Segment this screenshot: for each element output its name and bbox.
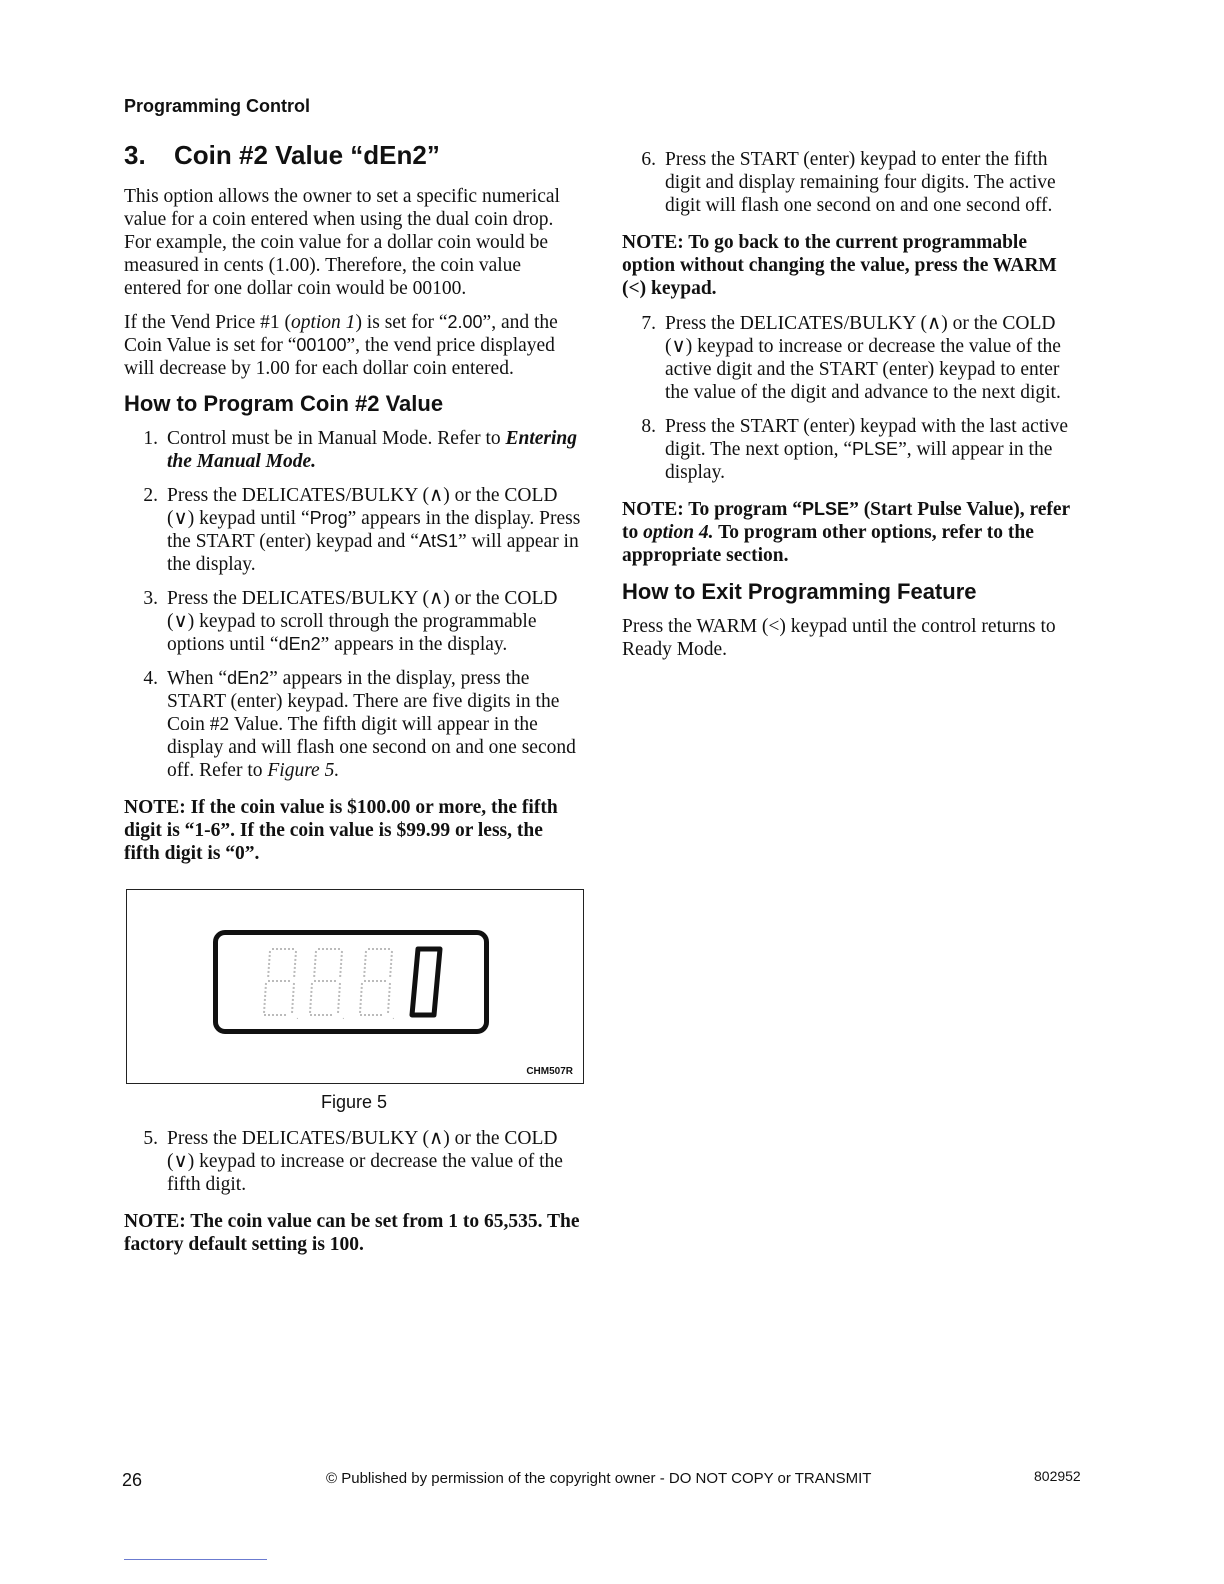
footer-underline xyxy=(124,1559,267,1560)
seven-segment-digits xyxy=(218,935,484,1029)
note-text: ” (Start Pulse Value), refer to xyxy=(622,499,1070,543)
step-text: ” appears in the display. xyxy=(320,634,508,655)
intro-paragraph: This option allows the owner to set a specific numerical value for a coin entered when using the dual coin drop. For example, the coin value for a dollar coin would be measured in cents (1.00). Therefore, the coin value entered for one dollar coin would be 00100. xyxy=(124,186,560,299)
active-digit-0 xyxy=(412,949,440,1015)
subheading-program: How to Program Coin #2 Value xyxy=(124,391,444,416)
note-plse xyxy=(622,498,1082,567)
step-list-right xyxy=(622,148,1082,217)
display-code: AtS1 xyxy=(418,531,458,551)
step-item xyxy=(622,148,1082,217)
display-code: dEn2 xyxy=(278,634,321,654)
display-code: PLSE xyxy=(852,439,899,459)
step-item xyxy=(124,427,582,473)
step-number: 5. xyxy=(143,1128,158,1149)
section-label: Programming Control xyxy=(124,96,311,116)
display-value: 2.00 xyxy=(447,312,483,332)
note-go-back: NOTE: To go back to the current programmable option without changing the value, press the WARM (<) keypad. xyxy=(622,232,1057,299)
step-text: Press the DELICATES/BULKY (∧) or the COLD (∨) keypad to increase or decrease the value of the fifth digit. xyxy=(167,1128,563,1195)
document-number: 802952 xyxy=(1034,1468,1081,1484)
right-column xyxy=(622,148,1082,672)
ghost-digit-2 xyxy=(310,949,342,1015)
note-text: NOTE: To program “ xyxy=(622,499,803,520)
display-code: dEn2 xyxy=(227,668,270,688)
step-number: 6. xyxy=(641,149,656,170)
step-text: Press the START (enter) keypad to enter the fifth digit and display remaining four digits. The active digit will flash one second on and one second off. xyxy=(665,149,1056,216)
step-number: 2. xyxy=(143,485,158,506)
note-text: To program other options, refer to the appropriate section. xyxy=(622,522,1034,566)
step-text: ” will appear in the display. xyxy=(167,531,579,575)
step-item xyxy=(622,415,1082,484)
left-column xyxy=(124,140,582,1268)
step-number: 7. xyxy=(641,313,656,334)
copyright-notice: © Published by permission of the copyright owner - DO NOT COPY or TRANSMIT xyxy=(326,1470,872,1487)
note-coin-value: NOTE: If the coin value is $100.00 or more, the fifth digit is “1-6”. If the coin value is $99.99 or less, the fifth digit is “0”. xyxy=(124,797,558,864)
lcd-display xyxy=(213,930,489,1034)
step-item xyxy=(124,1127,582,1196)
figure-ref: Figure 5. xyxy=(267,760,340,781)
step-text: Press the DELICATES/BULKY (∧) or the COLD (∨) keypad to increase or decrease the value of the active digit and the START (enter) keypad to enter the value of the digit and advance to the next digit. xyxy=(665,313,1061,403)
step-text: ” appears in the display, press the START (enter) keypad. There are five digits in the Coin #2 Value. The fifth digit will appear in the display and will flash one second on and one second off. Refer to xyxy=(167,668,576,781)
exit-paragraph: Press the WARM (<) keypad until the control returns to Ready Mode. xyxy=(622,616,1056,660)
step-list xyxy=(124,427,582,782)
page-number: 26 xyxy=(122,1470,143,1490)
display-code: Prog xyxy=(309,508,348,528)
figure-5 xyxy=(126,889,584,1084)
step-text: ”, will appear in the display. xyxy=(665,439,1053,483)
heading-text: Coin #2 Value “dEn2” xyxy=(174,140,440,170)
step-number: 1. xyxy=(143,428,158,449)
figure-code: CHM507R xyxy=(526,1066,573,1077)
step-text: Control must be in Manual Mode. Refer to xyxy=(167,428,506,449)
step-text: ” appears in the display. Press the START (enter) keypad and “ xyxy=(167,508,581,552)
step-text: Press the DELICATES/BULKY (∧) or the COLD (∨) keypad to scroll through the programmable options until “ xyxy=(167,588,558,655)
ghost-digit-3 xyxy=(360,949,392,1015)
section-heading xyxy=(124,140,582,171)
example-paragraph xyxy=(124,311,582,380)
display-value: 00100 xyxy=(296,335,347,355)
step-text: When “ xyxy=(167,668,228,689)
step-text: Press the DELICATES/BULKY (∧) or the COLD (∨) keypad until “ xyxy=(167,485,558,529)
svg-text:.: . xyxy=(296,1011,299,1022)
emphasis-ref: Entering the Manual Mode. xyxy=(167,428,578,472)
text-fragment: ”, and the Coin Value is set for “ xyxy=(124,312,558,356)
step-item xyxy=(124,484,582,576)
step-number: 4. xyxy=(143,668,158,689)
svg-text:.: . xyxy=(392,1011,395,1022)
step-text: Press the START (enter) keypad with the last active digit. The next option, “ xyxy=(665,416,1069,460)
text-fragment: ) is set for “ xyxy=(355,312,448,333)
step-number: 8. xyxy=(641,416,656,437)
step-number: 3. xyxy=(143,588,158,609)
text-fragment: If the Vend Price #1 ( xyxy=(124,312,291,333)
ghost-digit-1 xyxy=(264,949,296,1015)
option-ref: option 1 xyxy=(290,312,356,333)
step-item xyxy=(124,587,582,656)
figure-caption: Figure 5 xyxy=(320,1092,388,1112)
step-list-right-2 xyxy=(622,312,1082,484)
heading-number: 3. xyxy=(124,140,146,170)
display-code: PLSE xyxy=(802,499,850,519)
option-ref: option 4. xyxy=(643,522,714,543)
step-item xyxy=(622,312,1082,404)
svg-text:.: . xyxy=(342,1011,345,1022)
subheading-exit: How to Exit Programming Feature xyxy=(622,579,977,604)
text-fragment: ”, the vend price displayed will decrease by 1.00 for each dollar coin entered. xyxy=(124,335,555,379)
step-item xyxy=(124,667,582,782)
note-range: NOTE: The coin value can be set from 1 to 65,535. The factory default setting is 100. xyxy=(124,1211,580,1255)
step-list-cont xyxy=(124,1127,582,1196)
